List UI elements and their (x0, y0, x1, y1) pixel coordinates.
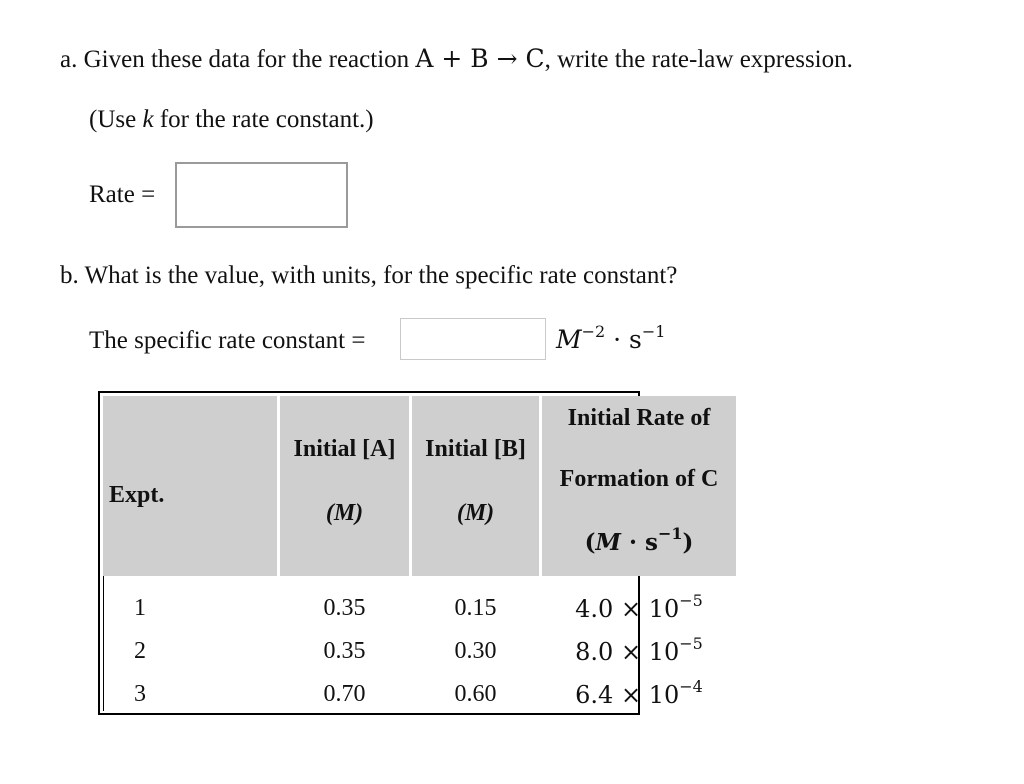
cell-a-2: 0.35 (323, 638, 366, 664)
note-open: (Use (89, 106, 143, 133)
note-variable-k: k (142, 106, 154, 133)
cell-b-1: 0.15 (454, 595, 497, 621)
cell-rate-2: $8.0 \times 10^{-5}$ (575, 634, 703, 666)
question-a-suffix: , write the rate-law expression. (544, 46, 853, 73)
cell-b-3: 0.60 (454, 681, 497, 707)
header-initial-b (412, 396, 539, 576)
header-initial-rate (542, 396, 736, 576)
cell-rate-3: $6.4 \times 10^{-4}$ (575, 677, 703, 709)
rate-constant-input[interactable] (400, 318, 546, 360)
header-rate-unit: $(M \cdot s^{-1})$ (584, 524, 694, 556)
header-b-line1: Initial [B] (425, 436, 526, 462)
rate-constant-label: The specific rate constant = (89, 327, 366, 354)
note-close: for the rate constant.) (153, 106, 374, 133)
cell-expt-2: 2 (134, 638, 146, 664)
question-b: b. What is the value, with units, for the specific rate constant? (60, 262, 678, 289)
units-molar-exponent: −2 (581, 322, 606, 341)
units-seconds-exponent: −1 (641, 322, 666, 341)
rate-label: Rate = (89, 181, 156, 208)
header-a-line1: Initial [A] (293, 436, 396, 462)
cell-rate-1: $4.0 \times 10^{-5}$ (575, 591, 703, 623)
header-b-unit: (M) (456, 500, 495, 526)
header-a-unit: (M) (325, 500, 364, 526)
header-expt (103, 396, 277, 576)
cell-b-2: 0.30 (454, 638, 497, 664)
rate-constant-note (89, 107, 374, 132)
header-initial-a (280, 396, 409, 576)
cell-a-3: 0.70 (323, 681, 366, 707)
cell-a-1: 0.35 (323, 595, 366, 621)
rate-constant-units (556, 322, 666, 354)
cell-expt-3: 3 (134, 681, 146, 707)
header-rate-line2: Formation of C (559, 466, 719, 492)
units-dot: · (605, 325, 630, 354)
rate-law-input[interactable] (175, 162, 348, 228)
data-table (98, 391, 719, 715)
units-molar: M (556, 325, 582, 354)
cell-expt-1: 1 (134, 595, 146, 621)
header-rate-line1: Initial Rate of (567, 405, 711, 431)
question-a-prefix: a. Given these data for the reaction (60, 46, 416, 73)
header-expt-label: Expt. (109, 482, 165, 508)
units-seconds: s (629, 325, 642, 354)
reaction-equation: A + B → C (415, 44, 545, 73)
question-a (60, 46, 853, 72)
